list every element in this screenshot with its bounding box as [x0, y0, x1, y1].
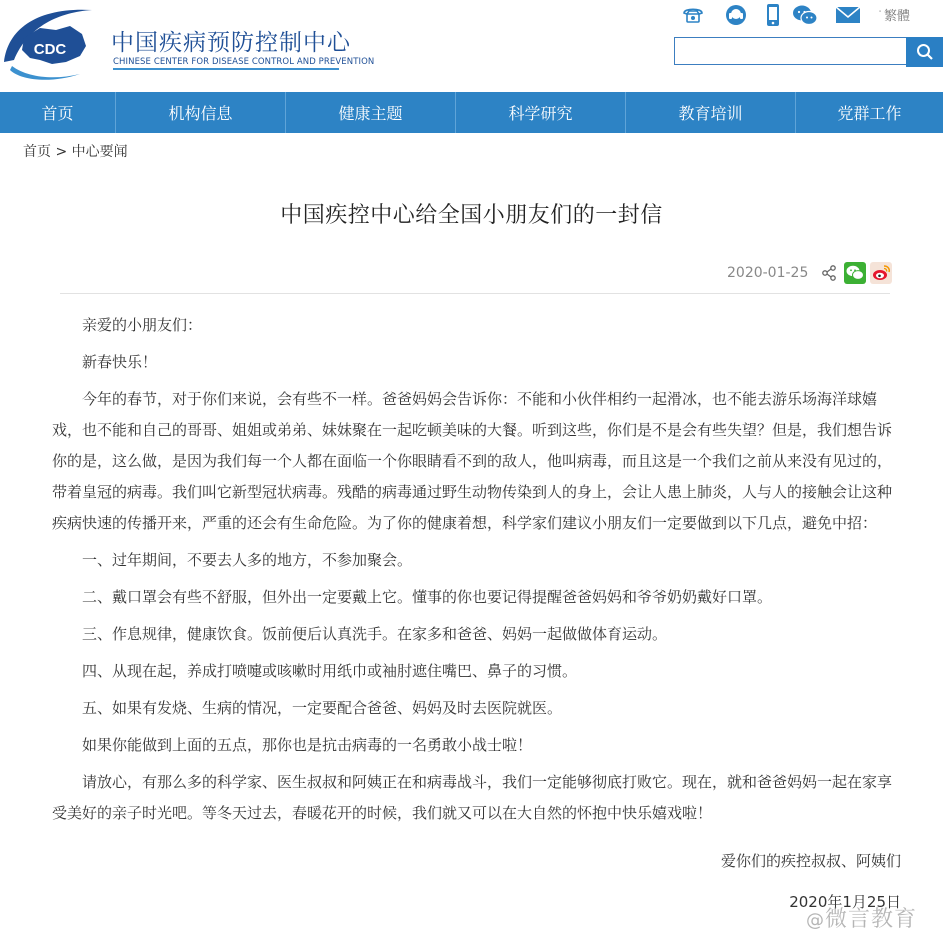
tip-2: 二、戴口罩会有些不舒服，但外出一定要戴上它。懂事的你也要记得提醒爸爸妈妈和爷爷奶奶戴好口罩。	[82, 588, 773, 606]
search-input[interactable]	[674, 37, 906, 65]
cdc-logo[interactable]	[0, 2, 100, 86]
mail-icon[interactable]	[835, 3, 861, 27]
tip-4: 四、从现在起，养成打喷嚏或咳嗽时用纸巾或袖肘遮住嘴巴、鼻子的习惯。	[82, 662, 578, 680]
paragraph-intro: 今年的春节，对于你们来说，会有些不一样。爸爸妈妈会告诉你：不能和小伙伴相约一起滑冰，也不能去游乐场海洋球嬉戏，也不能和自己的哥哥、姐姐或弟弟、妹妹聚在一起吃顿美味的大餐。听到这些，你们是不是会有些失望？但是，我们想告诉你的是，这么做，是因为我们每一个人都在面临一个你眼睛看不到的敌人，他叫病毒，而且这是一个我们之前从来没有见过的，带着皇冠的病毒。我们叫它新型冠状病毒。残酷的病毒通过野生动物传染到人的身上，会让人患上肺炎，人与人的接触会让这种疾病快速的传播开来，严重的还会有生命危险。为了你的健康着想，科学家们建议小朋友们一定要做到以下几点，避免中招：	[52, 390, 893, 532]
signature-date: 2020年1月25日	[789, 893, 901, 911]
wechat-icon[interactable]	[792, 3, 818, 27]
share-icon[interactable]	[818, 262, 840, 284]
org-underline	[113, 68, 339, 70]
breadcrumb-separator: >	[51, 144, 72, 160]
wechat-share-icon[interactable]	[844, 262, 866, 284]
weibo-share-icon[interactable]	[870, 262, 892, 284]
main-nav	[0, 92, 943, 133]
site-header	[0, 0, 943, 92]
watermark	[806, 902, 917, 933]
article-body	[52, 310, 894, 835]
article-title: 中国疾控中心给全国小朋友们的一封信	[280, 203, 663, 228]
customer-service-icon[interactable]	[723, 3, 749, 27]
watermark-text: 微言教育	[825, 907, 918, 932]
trad-separator: ·	[878, 5, 883, 20]
search-button[interactable]	[906, 37, 943, 67]
article-date: 2020-01-25	[727, 265, 809, 281]
watermark-at: @	[806, 910, 825, 931]
breadcrumb	[23, 141, 128, 161]
title-divider	[60, 293, 890, 294]
mobile-icon[interactable]	[760, 3, 786, 27]
signature: 爱你们的疾控叔叔、阿姨们	[720, 852, 901, 870]
logo-text: CDC	[33, 41, 67, 58]
nav-item-party-work[interactable]: 党群工作	[837, 104, 902, 123]
greeting: 亲爱的小朋友们：	[82, 316, 203, 334]
org-name-cn[interactable]: 中国疾病预防控制中心	[111, 30, 351, 56]
article-meta	[727, 262, 896, 284]
nav-item-health-topics[interactable]: 健康主题	[286, 92, 456, 133]
phone-icon[interactable]	[680, 3, 706, 27]
search-icon	[916, 43, 934, 61]
new-year-wish: 新春快乐！	[82, 353, 158, 371]
breadcrumb-home[interactable]: 首页	[23, 144, 51, 160]
nav-item-institution[interactable]: 机构信息	[116, 92, 286, 133]
tip-1: 一、过年期间，不要去人多的地方，不参加聚会。	[82, 551, 413, 569]
org-name-en: CHINESE CENTER FOR DISEASE CONTROL AND PREVENTION	[113, 57, 375, 67]
tip-3: 三、作息规律，健康饮食。饭前便后认真洗手。在家多和爸爸、妈妈一起做做体育运动。	[82, 625, 668, 643]
breadcrumb-current[interactable]: 中心要闻	[71, 144, 128, 160]
paragraph-closing: 请放心，有那么多的科学家、医生叔叔和阿姨正在和病毒战斗，我们一定能够彻底打败它。现在，就和爸爸妈妈一起在家享受美好的亲子时光吧。等冬天过去，春暖花开的时候，我们就又可以在大自然的怀抱中快乐嬉戏啦！	[52, 773, 893, 822]
nav-item-education[interactable]: 教育培训	[626, 92, 796, 133]
search-bar	[674, 37, 943, 67]
tip-5: 五、如果有发烧、生病的情况，一定要配合爸爸、妈妈及时去医院就医。	[82, 699, 563, 717]
nav-item-research[interactable]: 科学研究	[456, 92, 626, 133]
paragraph-brave: 如果你能做到上面的五点，那你也是抗击病毒的一名勇敢小战士啦！	[82, 736, 533, 754]
traditional-chinese-link[interactable]: 繁體	[884, 9, 911, 24]
nav-item-home[interactable]: 首页	[0, 92, 116, 133]
